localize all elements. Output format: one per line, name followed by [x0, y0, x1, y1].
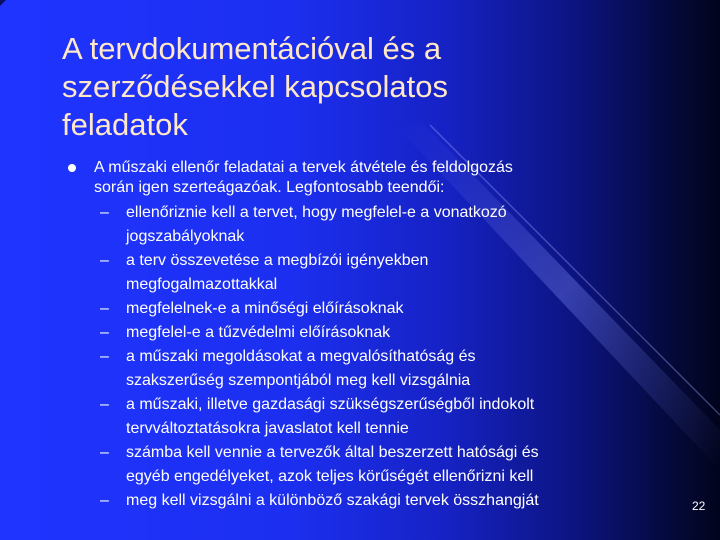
- sub-bullet-item: [66, 321, 666, 345]
- sub-bullet-line: meg kell vizsgálni a különböző szakági tervek összhangját: [126, 492, 539, 509]
- dash-icon: –: [100, 348, 109, 365]
- title-line-1: A tervdokumentációval és a: [62, 31, 442, 66]
- sub-bullet-line: megfelel-e a tűzvédelmi előírásoknak: [126, 324, 391, 341]
- sub-bullet-text: [126, 393, 666, 441]
- sub-bullet-line: szakszerűség szempontjából meg kell vizsgálnia: [126, 372, 471, 389]
- sub-bullet-text: [126, 345, 666, 393]
- sub-bullet-item: [66, 297, 666, 321]
- dash-icon: –: [100, 396, 109, 413]
- dash-icon: –: [100, 300, 109, 317]
- slide-content: [66, 158, 666, 513]
- sub-bullet-line: ellenőriznie kell a tervet, hogy megfelel-e a vonatkozó: [126, 204, 507, 221]
- dash-icon: –: [100, 444, 109, 461]
- dash-icon: –: [100, 252, 109, 269]
- main-bullet: [66, 158, 666, 198]
- bullet-dot-icon: [68, 164, 76, 172]
- sub-bullet-line: megfogalmazottakkal: [126, 276, 278, 293]
- sub-bullet-list: [66, 201, 666, 513]
- sub-bullet-line: a műszaki megoldásokat a megvalósíthatóság és: [126, 348, 476, 365]
- sub-bullet-text: [126, 249, 666, 297]
- sub-bullet-item: [66, 249, 666, 297]
- sub-bullet-line: a műszaki, illetve gazdasági szükségszerűségből indokolt: [126, 396, 535, 413]
- page-number: 22: [692, 499, 706, 513]
- sub-bullet-text: [126, 201, 666, 249]
- sub-bullet-item: [66, 201, 666, 249]
- sub-bullet-text: [126, 489, 666, 513]
- slide-title: [62, 30, 662, 144]
- title-line-3: feladatok: [62, 107, 188, 142]
- sub-bullet-item: [66, 345, 666, 393]
- dash-icon: –: [100, 324, 109, 341]
- sub-bullet-line: egyéb engedélyeket, azok teljes körűségét ellenőrizni kell: [126, 468, 534, 485]
- title-line-2: szerződésekkel kapcsolatos: [62, 69, 448, 104]
- main-bullet-line-2: során igen szerteágazóak. Legfontosabb teendői:: [94, 179, 445, 196]
- sub-bullet-text: [126, 297, 666, 321]
- sub-bullet-line: számba kell vennie a tervezők által beszerzett hatósági és: [126, 444, 539, 461]
- sub-bullet-line: megfelelnek-e a minőségi előírásoknak: [126, 300, 404, 317]
- sub-bullet-line: tervváltoztatásokra javaslatot kell tennie: [126, 420, 409, 437]
- sub-bullet-item: [66, 393, 666, 441]
- sub-bullet-text: [126, 321, 666, 345]
- main-bullet-line-1: A műszaki ellenőr feladatai a tervek átvétele és feldolgozás: [94, 159, 513, 176]
- sub-bullet-item: [66, 489, 666, 513]
- sub-bullet-line: jogszabályoknak: [126, 228, 245, 245]
- dash-icon: –: [100, 492, 109, 509]
- corner-mark: [0, 0, 6, 6]
- sub-bullet-item: [66, 441, 666, 489]
- sub-bullet-line: a terv összevetése a megbízói igényekben: [126, 252, 429, 269]
- sub-bullet-text: [126, 441, 666, 489]
- dash-icon: –: [100, 204, 109, 221]
